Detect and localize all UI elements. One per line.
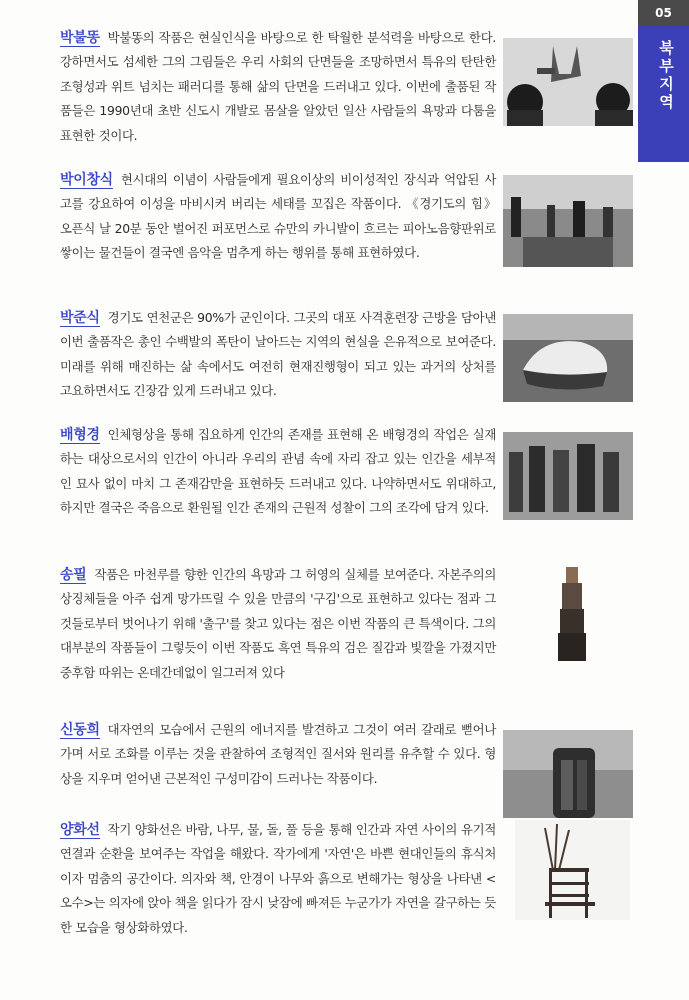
artist-description: 현시대의 이념이 사람들에게 필요이상의 비이성적인 장식과 억압된 사고를 강요하여 이성을 마비시켜 버리는 세태를 꼬집은 작품이다. 《경기도의 힘》 오픈식 날 20분 동안 벌어진 퍼포먼스로 슈만의 카니발이 흐르는 피아노음향판위로 쌓이는 물건들이 결국엔 음악을 멈추게 하는 행위를 통해 표현하였다. (60, 172, 496, 261)
artwork-photo (552, 565, 592, 663)
artwork-photo (503, 730, 633, 818)
section-title: 북부지역 (657, 40, 675, 112)
artwork-photo (503, 432, 633, 520)
artist-entry (60, 423, 496, 521)
artist-entry (60, 306, 496, 404)
artist-entry (60, 26, 496, 148)
section-tab (638, 0, 689, 162)
artist-description: 작품은 마천루를 향한 인간의 욕망과 그 허영의 실체를 보여준다. 자본주의의 상징체들을 아주 쉽게 망가뜨릴 수 있을 만큼의 '구김'으로 표현하고 있다는 점과 그것들로부터 벗어나기 위해 '출구'를 찾고 있다는 점은 이번 작품의 큰 특색이다. 그의 대부분의 작품들이 그렇듯이 이번 작품도 흑연 특유의 검은 질감과 빛깔을 가졌지만 중후함 따위는 온데간데없이 일그러져 있다 (60, 567, 496, 680)
artist-name: 양화선 (60, 822, 100, 838)
artist-description: 박불똥의 작품은 현실인식을 바탕으로 한 탁월한 분석력을 바탕으로 한다. 강하면서도 섬세한 그의 그림들은 우리 사회의 단면들을 조망하면서 특유의 탄탄한 조형성과 위트 넘치는 패러디를 통해 삶의 단면을 드러내고 있다. 이번에 출품된 작품들은 1990년대 초반 신도시 개발로 몸살을 알았던 일산 사람들의 욕망과 다툼을 표현한 것이다. (60, 30, 496, 143)
artwork-photo (503, 38, 633, 126)
artwork-photo (503, 175, 633, 267)
artist-name: 신동희 (60, 722, 100, 738)
artist-entry (60, 818, 496, 940)
artist-name: 박이창식 (60, 172, 113, 188)
artist-description: 인체형상을 통해 집요하게 인간의 존재를 표현해 온 배형경의 작업은 실재하는 대상으로서의 인간이 아니라 우리의 관념 속에 자리 잡고 있는 인간을 세부적인 묘사 없이 마치 그 존재감만을 표현하듯 드러내고 있다. 나약하면서도 위대하고, 하지만 결국은 죽음으로 환원될 인간 존재의 근원적 성찰이 그의 조각에 담겨 있다. (60, 427, 496, 516)
artist-entry (60, 563, 496, 685)
artist-name: 박불똥 (60, 30, 100, 46)
page-number: 05 (638, 0, 689, 26)
artist-name: 배형경 (60, 427, 100, 443)
artist-description: 경기도 연천군은 90%가 군인이다. 그곳의 대포 사격훈련장 근방을 담아낸 이번 출품작은 총인 수백발의 폭탄이 날아드는 지역의 현실을 은유적으로 보여준다. 미래를 위해 매진하는 삶 속에서도 여전히 현재진행형이 되고 있는 과거의 상처를 고요하면서도 긴장감 있게 드러내고 있다. (60, 310, 496, 399)
artwork-photo (503, 314, 633, 402)
artist-entry (60, 718, 496, 791)
artist-name: 박준식 (60, 310, 100, 326)
artist-name: 송필 (60, 567, 87, 583)
artwork-photo (515, 820, 630, 920)
artist-entry (60, 168, 496, 266)
artist-description: 대자연의 모습에서 근원의 에너지를 발견하고 그것이 여러 갈래로 뻗어나가며 서로 조화를 이루는 것을 관찰하여 조형적인 질서와 원리를 유추할 수 있다. 형상을 지우며 얻어낸 근본적인 구성미감이 드러나는 작품이다. (60, 722, 496, 786)
artist-description: 작기 양화선은 바람, 나무, 물, 돌, 풀 등을 통해 인간과 자연 사이의 유기적 연결과 순환을 보여주는 작업을 해왔다. 작가에게 '자연'은 바쁜 현대인들의 휴식처이자 멈춤의 공간이다. 의자와 책, 안경이 나무와 흙으로 변해가는 형상을 나타낸 <오수>는 의자에 앉아 책을 읽다가 잠시 낮잠에 빠져든 누군가가 자연을 갈구하는 듯한 모습을 형상화하였다. (60, 822, 496, 935)
